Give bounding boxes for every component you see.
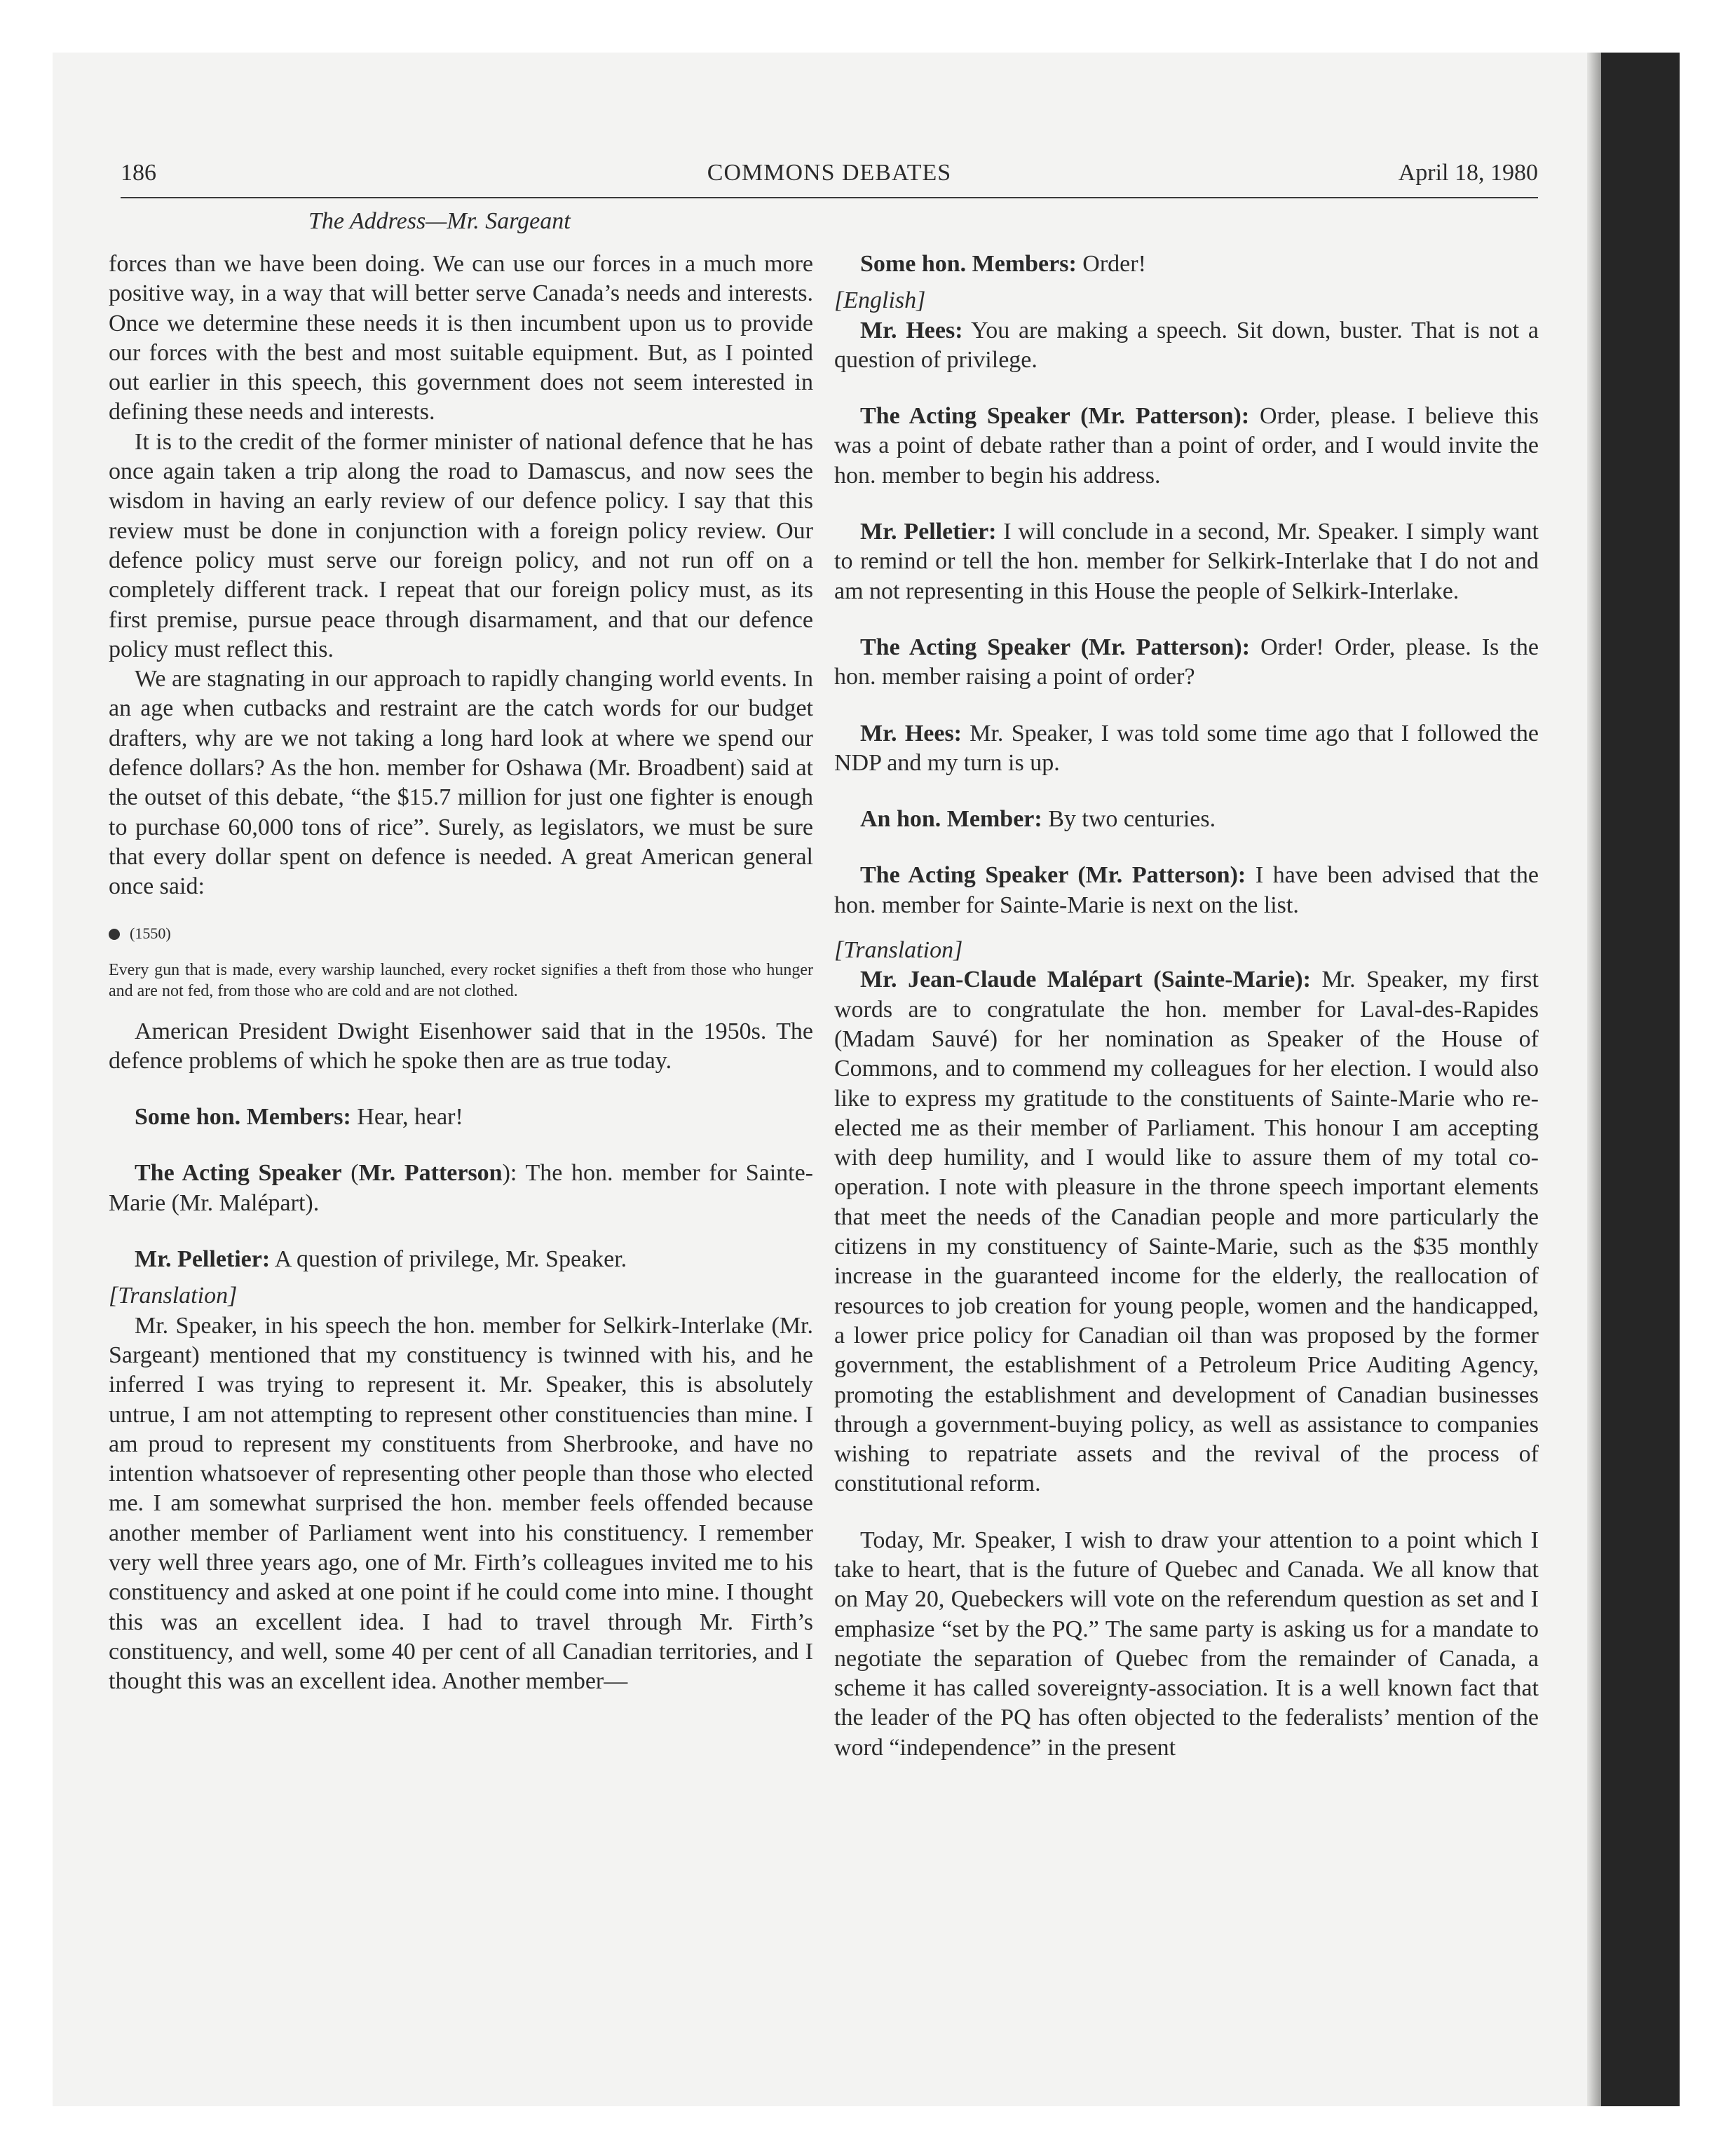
time-marker-text: (1550) bbox=[130, 924, 171, 942]
language-label-text: [English] bbox=[834, 287, 926, 314]
running-head: The Address—Mr. Sargeant bbox=[308, 208, 571, 234]
speech-text: Order, please. I believe this was a point of debate rather than a point of order, and I would invite the hon. member to begin his address. bbox=[834, 403, 1539, 489]
page-number: 186 bbox=[121, 160, 156, 186]
speech-text: Order! Order, please. Is the hon. member raising a point of order? bbox=[834, 634, 1539, 690]
header-rule bbox=[121, 197, 1538, 198]
paragraph: It is to the credit of the former minister of national defence that he has once again taken a trip along the road to Damascus, and now sees the wisdom in having an early review of our defence policy. I say that this review must be done in conjunction with a foreign policy review. Our defence policy must serve our foreign policy, and not run off on a completely different track. I repeat that our foreign policy must, as its first premise, pursue peace through disarmament, and that our defence policy must reflect this. bbox=[109, 428, 813, 662]
language-label-text: [Translation] bbox=[834, 937, 963, 964]
speaker-name: Mr. Hees: bbox=[860, 317, 963, 343]
speaker-name: The Acting Speaker bbox=[135, 1160, 342, 1187]
speaker-name: Mr. Pelletier: bbox=[135, 1246, 271, 1273]
speech-entry bbox=[834, 402, 1539, 491]
paragraph: We are stagnating in our approach to rapidly changing world events. In an age when cutbacks and restraint are the catch words for our budget drafters, why are we not taking a long hard look at where we spend our defence dollars? As the hon. member for Oshawa (Mr. Broadbent) said at the outset of this debate, “the $15.7 million for just one fighter is enough to purchase 60,000 tons of rice”. Surely, as legislators, we must be sure that every dollar spent on defence is needed. A great American general once said: bbox=[109, 666, 813, 900]
speech-entry bbox=[109, 1159, 813, 1218]
speech-text: By two centuries. bbox=[1042, 806, 1216, 833]
speaker-name: The Acting Speaker (Mr. Patterson): bbox=[860, 634, 1251, 660]
speaker-name: The Acting Speaker (Mr. Patterson): bbox=[860, 862, 1246, 889]
language-label bbox=[834, 286, 1539, 315]
speech-text: I have been advised that the hon. member for Sainte-Marie is next on the list. bbox=[834, 862, 1539, 918]
block-quote: Every gun that is made, every warship launched, every rocket signifies a theft from those who hunger and are not fed, from those who are cold and are not clothed. bbox=[109, 960, 813, 1000]
paragraph: Today, Mr. Speaker, I wish to draw your attention to a point which I take to heart, that is the future of Quebec and Canada. We all know that on May 20, Quebeckers will vote on the referendum question as set and I emphasize “set by the PQ.” The same party is asking us for a mandate to negotiate the separation of Quebec from the remainder of Canada, a scheme it has called sovereignty-association. It is a well known fact that the leader of the PQ has often objected to the federalists’ mention of the word “independence” in the present bbox=[834, 1527, 1539, 1761]
speech-entry bbox=[109, 1103, 813, 1132]
paragraph: American President Dwight Eisenhower said that in the 1950s. The defence problems of which he spoke then are as true today. bbox=[109, 1018, 813, 1074]
speech-text: Order! bbox=[1076, 251, 1146, 277]
speaker-name: Some hon. Members: bbox=[860, 251, 1077, 277]
language-label-text: [Translation] bbox=[109, 1283, 238, 1309]
paragraph: forces than we have been doing. We can use our forces in a much more positive way, in a way that will better serve Canada’s needs and interests. Once we determine these needs it is then incumbent upon us to provide our forces with the best and most suitable equipment. But, as I pointed out earlier in this speech, this government does not seem interested in defining these needs and interests. bbox=[109, 251, 813, 425]
speech-text: You are making a speech. Sit down, buster. That is not a question of privilege. bbox=[834, 317, 1539, 373]
speech-entry bbox=[834, 805, 1539, 834]
speech-text: The hon. member for Sainte-Marie (Mr. Malépart). bbox=[109, 1160, 814, 1216]
page-edge-shadow bbox=[1587, 53, 1601, 2106]
speech-text: A question of privilege, Mr. Speaker. bbox=[270, 1246, 627, 1273]
speech-text: Hear, hear! bbox=[351, 1104, 463, 1131]
publication-title: COMMONS DEBATES bbox=[707, 160, 952, 186]
right-column bbox=[834, 250, 1539, 1763]
speaker-name: An hon. Member: bbox=[860, 806, 1042, 833]
page-edge bbox=[1601, 53, 1680, 2106]
time-marker bbox=[109, 923, 813, 944]
speech-entry bbox=[834, 719, 1539, 779]
speaker-punct: ( bbox=[341, 1160, 359, 1187]
speech-text: Mr. Speaker, I was told some time ago that I followed the NDP and my turn is up. bbox=[834, 720, 1539, 776]
left-column bbox=[109, 250, 813, 1696]
speaker-name: Mr. Jean-Claude Malépart (Sainte-Marie): bbox=[860, 967, 1311, 993]
speaker-name: Mr. Hees: bbox=[860, 720, 962, 746]
speaker-name: Some hon. Members: bbox=[135, 1104, 351, 1131]
page-header bbox=[121, 160, 1538, 195]
speech-entry bbox=[834, 861, 1539, 920]
speech-entry bbox=[109, 1245, 813, 1274]
speaker-name: Mr. Pelletier: bbox=[860, 519, 997, 545]
speech-text: I will conclude in a second, Mr. Speaker. I simply want to remind or tell the hon. member for Selkirk-Interlake that I do not and am not representing in this House the people of Selkirk-Interlake. bbox=[834, 519, 1539, 604]
paragraph: Mr. Speaker, in his speech the hon. member for Selkirk-Interlake (Mr. Sargeant) mentioned that my constituency is twinned with his, and he inferred I was trying to represent it. Mr. Speaker, this is absolutely untrue, I am not attempting to represent other constituencies than mine. I am proud to represent my constituents from Sherbrooke, and have no intention whatsoever of representing other people than those who elected me. I am somewhat surprised the hon. member feels offended because another member of Parliament went into his constituency. I remember very well three years ago, one of Mr. Firth’s colleagues invited me to his constituency and asked at one point if he could come into mine. I thought this was an excellent idea. I had to travel through Mr. Firth’s constituency, and well, some 40 per cent of all Canadian territories, and I thought this was an excellent idea. Another member— bbox=[109, 1312, 813, 1695]
speech-entry bbox=[834, 517, 1539, 606]
publication-date: April 18, 1980 bbox=[1398, 160, 1538, 186]
speech-entry bbox=[834, 965, 1539, 1499]
bullet-icon bbox=[109, 929, 120, 940]
language-label bbox=[109, 1281, 813, 1311]
speech-entry bbox=[834, 633, 1539, 692]
speaker-punct: ): bbox=[502, 1160, 517, 1187]
speaker-name: Mr. Patterson bbox=[358, 1160, 503, 1187]
speech-entry bbox=[834, 316, 1539, 376]
language-label bbox=[834, 936, 1539, 965]
speech-entry bbox=[834, 250, 1539, 279]
speaker-name: The Acting Speaker (Mr. Patterson): bbox=[860, 403, 1250, 430]
speech-text: Mr. Speaker, my first words are to congratulate the hon. member for Laval-des-Rapides (Madam Sauvé) for her nomination as Speaker of the House of Commons, and to commend my colleagues for her election. I would also like to express my gratitude to the constituents of Sainte-Marie who re-elected me as their member of Parliament. This honour I am accepting with deep humility, and I would like to assure them of my total co-operation. I note with pleasure in the throne speech important elements that meet the needs of the Canadian people and more particularly the citizens in my constituency of Sainte-Marie, such as the $35 monthly increase in the guaranteed income for the elderly, the reallocation of resources to job creation for young people, women and the handicapped, a lower price policy for Canadian oil than was proposed by the former government, the establishment of a Petroleum Price Auditing Agency, promoting the establishment and development of Canadian businesses through a government-buying policy, as well as assistance to companies wishing to repatriate assets and the revival of the process of constitutional reform. bbox=[834, 967, 1539, 1497]
